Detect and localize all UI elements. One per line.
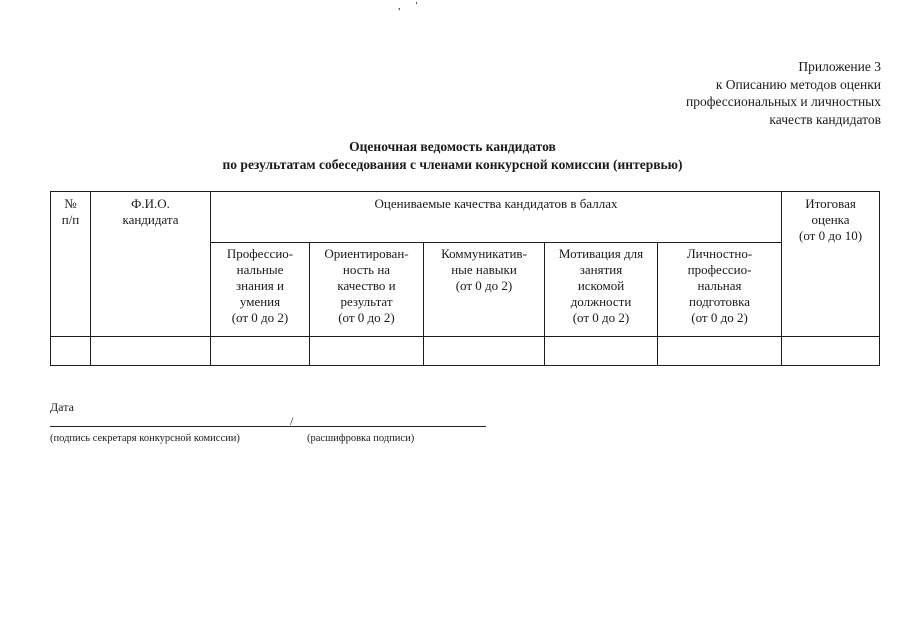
subheader-communication-text: Коммуникатив- ные навыки (от 0 до 2)	[441, 246, 527, 293]
subheader-motivation	[545, 243, 658, 337]
subheader-result-orientation-text: Ориентирован- ность на качество и результат (от 0 до 2)	[324, 246, 409, 325]
header-total	[782, 192, 880, 337]
cell-score-3[interactable]	[424, 337, 545, 366]
evaluation-table	[50, 191, 880, 366]
appendix-line-3: профессиональных и личностных	[685, 94, 881, 109]
header-total-text: Итоговая оценка (от 0 до 10)	[799, 196, 863, 243]
subheader-personal-training-text: Личностно- профессио- нальная подготовка (от 0 до 2)	[686, 246, 753, 325]
subheader-result-orientation	[310, 243, 424, 337]
appendix-line-1: Приложение 3	[798, 59, 881, 74]
header-number	[51, 192, 91, 337]
header-qualities-text: Оцениваемые качества кандидатов в баллах	[374, 196, 618, 211]
table-row	[51, 337, 880, 366]
cell-name[interactable]	[91, 337, 211, 366]
appendix-line-4: качеств кандидатов	[769, 111, 881, 127]
appendix-line-2: к Описанию методов оценки	[715, 76, 881, 92]
header-name	[91, 192, 211, 337]
document-title	[0, 138, 905, 174]
cell-total[interactable]	[782, 337, 880, 366]
cell-score-5[interactable]	[658, 337, 782, 366]
header-number-text: № п/п	[61, 196, 80, 227]
subheader-professional-knowledge	[211, 243, 310, 337]
signature-caption: (подпись секретаря конкурсной комиссии)	[50, 433, 240, 444]
appendix-header	[686, 58, 881, 128]
scan-mark: , '	[398, 0, 424, 12]
signature-line[interactable]	[50, 425, 486, 427]
header-row	[51, 192, 880, 243]
cell-score-4[interactable]	[545, 337, 658, 366]
date-label: Дата	[50, 400, 74, 414]
subheader-motivation-text: Мотивация для занятия искомой должности (от 0 до 2)	[558, 246, 644, 325]
signature-separator: /	[290, 414, 294, 428]
title-line-1: Оценочная ведомость кандидатов	[349, 139, 556, 154]
cell-score-1[interactable]	[211, 337, 310, 366]
header-name-text: Ф.И.О. кандидата	[122, 196, 179, 227]
subheader-personal-training	[658, 243, 782, 337]
cell-number[interactable]	[51, 337, 91, 366]
subheader-professional-knowledge-text: Профессио- нальные знания и умения (от 0 до 2)	[226, 246, 294, 325]
decoding-caption: (расшифровка подписи)	[307, 433, 415, 444]
header-qualities	[211, 192, 782, 243]
subheader-communication	[424, 243, 545, 337]
title-line-2: по результатам собеседования с членами конкурсной комиссии (интервью)	[222, 157, 683, 172]
cell-score-2[interactable]	[310, 337, 424, 366]
